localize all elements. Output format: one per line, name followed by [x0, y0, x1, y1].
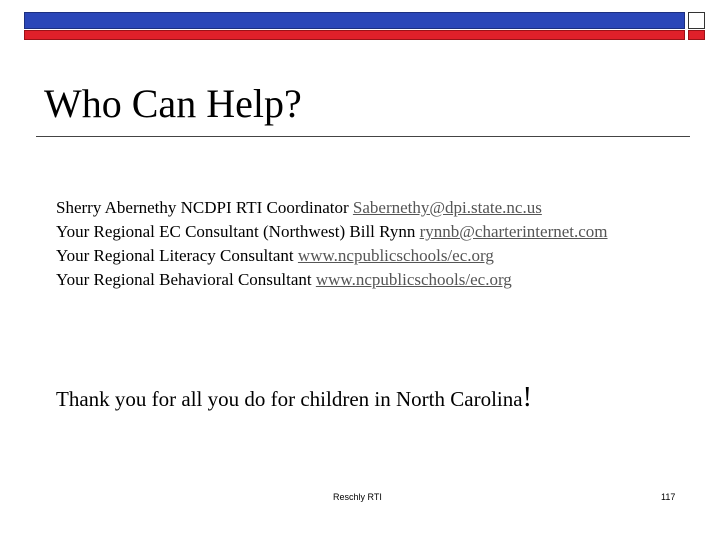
web-link-literacy[interactable]: www.ncpublicschools/ec.org	[297, 246, 494, 265]
header-bar-blue	[24, 12, 685, 29]
contact-line-ec-consultant	[56, 220, 608, 244]
footer-author: Reschly RTI	[333, 492, 382, 502]
contact-text: Your Regional EC Consultant (Northwest) Bill Rynn	[56, 222, 420, 241]
contact-line-rti-coordinator	[56, 196, 608, 220]
footer-page-number: 117	[661, 492, 676, 502]
contact-line-literacy-consultant	[56, 244, 608, 268]
thank-you-text: Thank you for all you do for children in North Carolina	[56, 387, 523, 411]
email-link-abernethy[interactable]: Sabernethy@dpi.state.nc.us	[352, 198, 542, 217]
contact-line-behavioral-consultant	[56, 268, 608, 292]
header-bar-red	[24, 30, 685, 40]
contact-list	[56, 196, 608, 292]
contact-text: Your Regional Behavioral Consultant	[56, 270, 316, 289]
header-square-white	[688, 12, 705, 29]
slide-title: Who Can Help?	[44, 81, 302, 126]
contact-text: Your Regional Literacy Consultant	[56, 246, 298, 265]
email-link-rynn[interactable]: rynnb@charterinternet.com	[419, 222, 608, 241]
header-square-red	[688, 30, 705, 40]
thank-you-message	[56, 381, 532, 416]
contact-text: Sherry Abernethy NCDPI RTI Coordinator	[56, 198, 353, 217]
web-link-behavioral[interactable]: www.ncpublicschools/ec.org	[315, 270, 512, 289]
exclamation-mark: !	[522, 382, 532, 413]
title-divider	[36, 136, 690, 137]
